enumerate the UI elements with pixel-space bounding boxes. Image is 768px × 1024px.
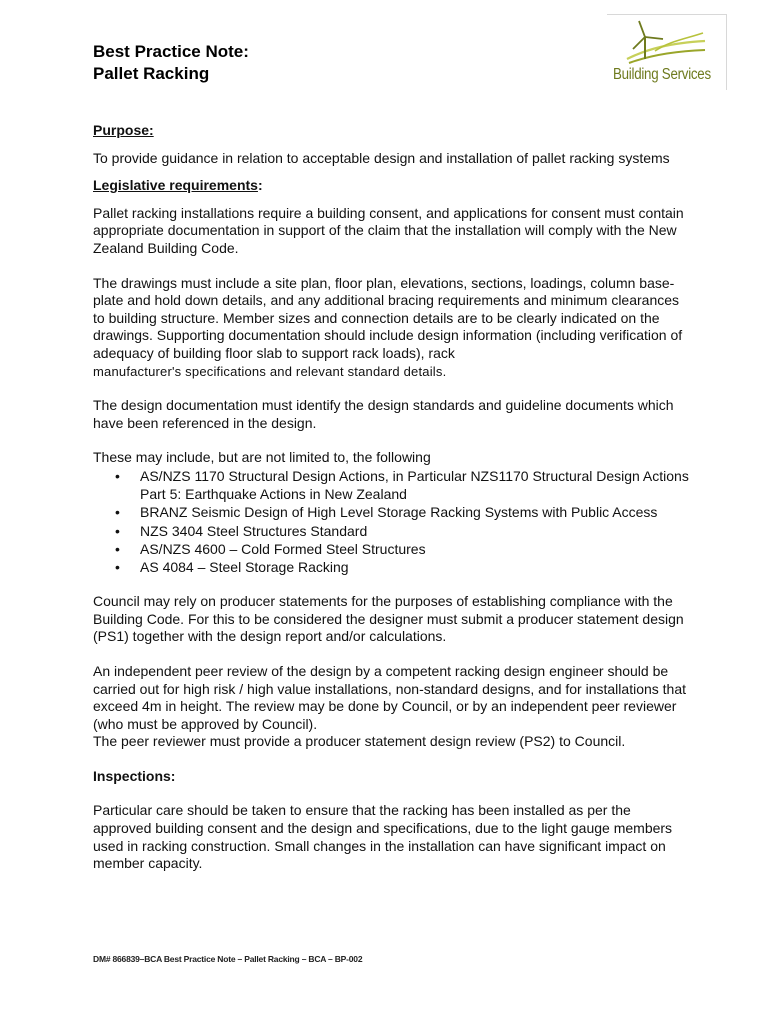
building-services-logo	[607, 14, 727, 90]
legislative-para-1: Pallet racking installations require a building consent, and applications for consent must contain appropriate documentation in support of the claim that the installation will comply with the New Zealand Building Code.	[93, 204, 684, 256]
wind-turbine-icon	[625, 19, 707, 67]
list-item: • AS 4084 – Steel Storage Racking	[93, 558, 693, 576]
legislative-heading-colon: :	[257, 177, 263, 194]
document-body	[93, 122, 693, 873]
list-item: • AS/NZS 1170 Structural Design Actions, in Particular NZS1170 Structural Design Actions Part 5: Earthquake Actions in New Zealand	[93, 467, 693, 503]
legislative-para-2: The drawings must include a site plan, floor plan, elevations, sections, loadings, column base-plate and hold down details, and any additional bracing requirements and minimum clearances to building structure. Member sizes and connection details are to be clearly indicated on the drawings. Supporting documentation should include design information (including verification of adequacy of building floor slab to support rack loads), rack	[93, 274, 683, 361]
list-item: • NZS 3404 Steel Structures Standard	[93, 522, 693, 540]
inspections-heading: Inspections:	[93, 767, 176, 784]
list-item: • AS/NZS 4600 – Cold Formed Steel Structures	[93, 540, 693, 558]
legislative-para-4: Council may rely on producer statements for the purposes of establishing compliance with the Building Code. For this to be considered the designer must submit a producer statement design (PS1) together with the design report and/or calculations.	[93, 593, 684, 645]
legislative-para-2-last-line: manufacturer's specifications and relevant standard details.	[93, 363, 447, 379]
title-line-1: Best Practice Note:	[93, 42, 249, 61]
purpose-heading: Purpose:	[93, 122, 154, 138]
legislative-heading-text: Legislative requirements	[93, 177, 258, 194]
legislative-heading	[93, 177, 693, 195]
document-footer: DM# 866839–BCA Best Practice Note – Pallet Racking – BCA – BP-002	[93, 954, 363, 964]
inspections-text: Particular care should be taken to ensure that the racking has been installed as per the approved building consent and the design and specifications, due to the light gauge members used in racking construction. Small changes in the installation can have significant impact on member capacity.	[93, 802, 673, 872]
legislative-para-3: The design documentation must identify the design standards and guideline documents which have been referenced in the design.	[93, 397, 674, 431]
standards-list-intro: These may include, but are not limited to, the following	[93, 449, 431, 466]
legislative-para-5-last: The peer reviewer must provide a producer statement design review (PS2) to Council.	[93, 733, 626, 750]
document-title	[93, 41, 249, 85]
standards-list	[93, 467, 693, 576]
legislative-para-5: An independent peer review of the design by a competent racking design engineer should be carried out for high risk / high value installations, non-standard designs, and for installations that exceed 4m in height. The review may be done by Council, or by an independent peer reviewer (who must be approved by Council).	[93, 662, 687, 732]
logo-text: Building Services	[613, 66, 711, 83]
title-line-2: Pallet Racking	[93, 64, 210, 83]
list-item: • BRANZ Seismic Design of High Level Storage Racking Systems with Public Access	[93, 503, 693, 521]
purpose-text: To provide guidance in relation to acceptable design and installation of pallet racking systems	[93, 149, 670, 166]
